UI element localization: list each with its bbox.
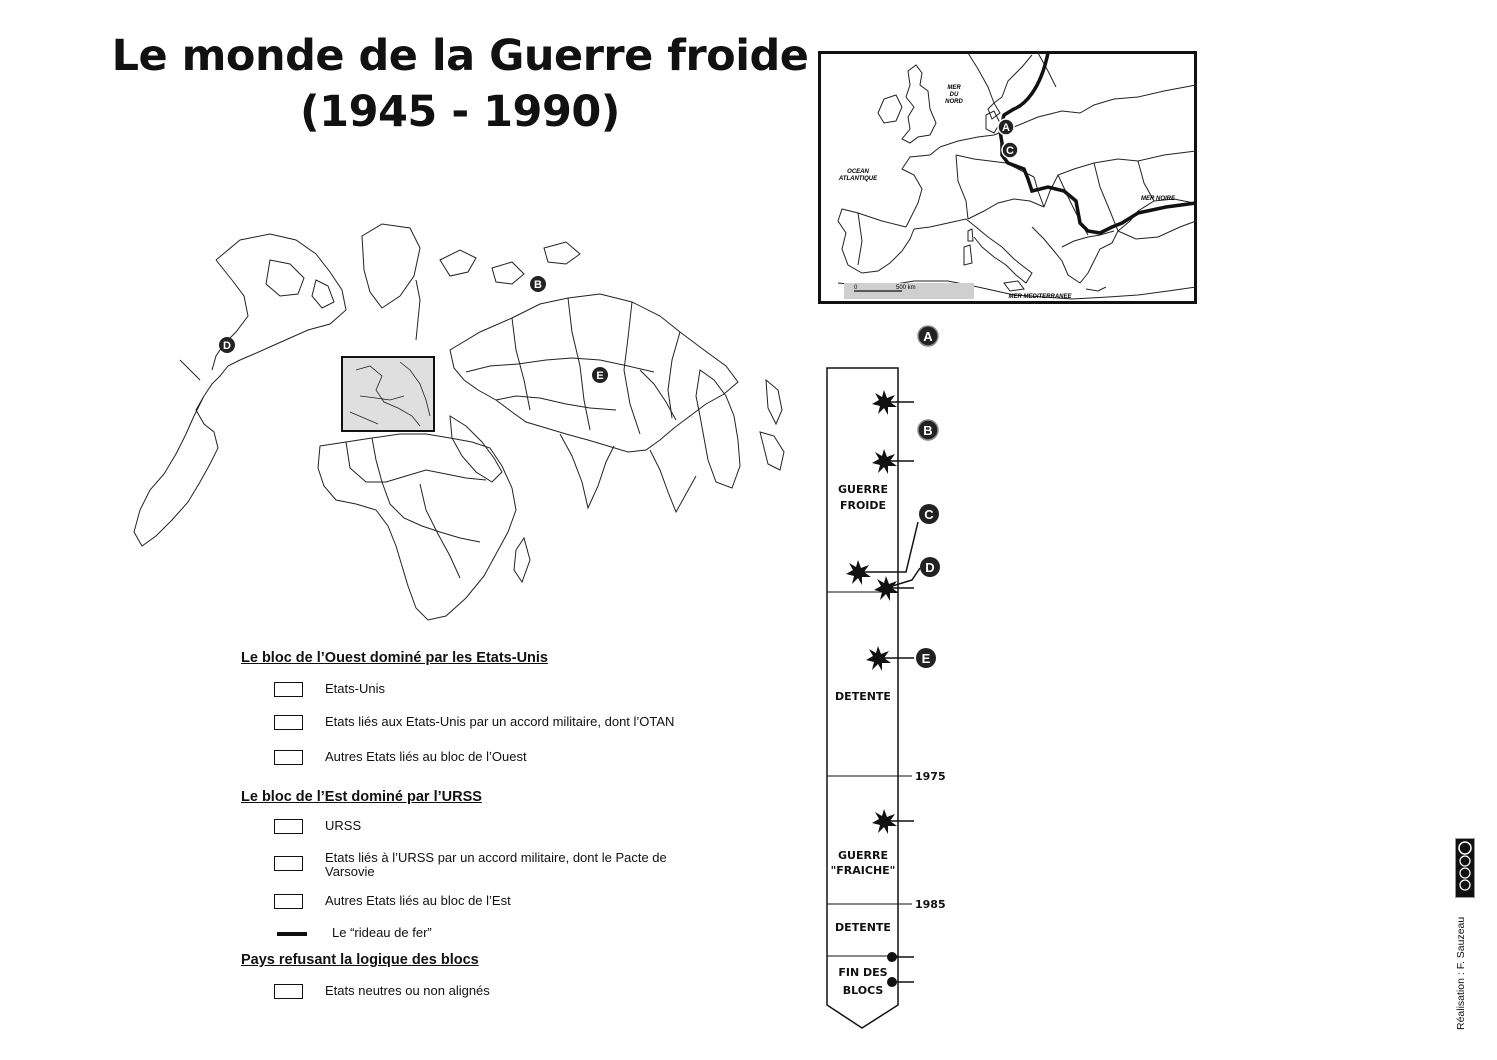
svg-text:B: B [534, 279, 542, 291]
world-marker-d [219, 337, 235, 353]
scale-label: 500 km [896, 285, 916, 291]
legend-item-usa [274, 682, 685, 697]
page-title-line2: (1945 - 1990) [300, 87, 620, 137]
legend-label-iron-curtain: Le “rideau de fer” [332, 925, 432, 940]
legend-swatch-west-other[interactable] [274, 750, 303, 765]
timeline-marker-b [918, 420, 938, 440]
legend-label-otan: Etats liés aux Etats-Unis par un accord militaire, dont l’OTAN [325, 714, 675, 729]
event-dot-1 [887, 952, 897, 962]
timeline-marker-a [918, 326, 938, 346]
svg-text:D: D [925, 560, 935, 575]
period-guerre-froide-line2: FROIDE [839, 499, 887, 512]
legend-swatch-usa[interactable] [274, 682, 303, 697]
mediterranean-label: MER MEDITERRANEE [1008, 294, 1072, 300]
legend-west-heading: Le bloc de l’Ouest dominé par les Etats-Unis [241, 650, 548, 666]
svg-text:D: D [223, 340, 231, 352]
legend-label-varsovie: Etats liés à l’URSS par un accord militaire, dont le Pacte de Varsovie [325, 850, 667, 879]
legend-swatch-urss[interactable] [274, 819, 303, 834]
legend-item-iron-curtain [274, 926, 692, 940]
timeline [800, 320, 980, 1035]
author-credit: Réalisation : F. Sauzeau [1455, 916, 1467, 1030]
madagascar-outline [514, 538, 530, 582]
svg-text:A: A [1002, 122, 1010, 134]
scale-zero: 0 [854, 285, 858, 291]
europe-inset-locator [342, 357, 434, 431]
south-america-outline [134, 396, 218, 546]
period-fin-des-blocs-line2: BLOCS [842, 984, 884, 997]
north-america-coast [204, 234, 346, 396]
legend-item-east-other [274, 894, 685, 909]
atlantic-label-2: ATLANTIQUE [838, 176, 878, 182]
europe-marker-a [998, 119, 1014, 135]
year-label-1975: 1975 [915, 770, 946, 783]
europe-inset-map [818, 51, 1198, 305]
black-sea-label: MER NOIRE [1140, 196, 1176, 202]
africa-outline [318, 434, 516, 620]
page-title-line1: Le monde de la Guerre froide [111, 31, 809, 81]
north-sea-label-1: MER [947, 85, 961, 91]
world-marker-e [592, 367, 608, 383]
svg-text:A: A [923, 329, 933, 344]
timeline-marker-e [916, 648, 936, 668]
legend-label-east-other: Autres Etats liés au bloc de l’Est [325, 893, 511, 908]
period-guerre-fraiche-line1: GUERRE [838, 849, 888, 862]
legend-label-usa: Etats-Unis [325, 681, 385, 696]
svg-text:E: E [596, 370, 604, 382]
period-detente-2: DETENTE [835, 921, 891, 934]
europe-marker-c [1002, 142, 1018, 158]
event-dot-2 [887, 977, 897, 987]
period-guerre-froide-line1: GUERRE [838, 483, 888, 496]
world-marker-b [530, 276, 546, 292]
period-fin-des-blocs-line1: FIN DES [838, 966, 888, 979]
svg-text:C: C [1006, 145, 1014, 157]
svg-text:E: E [921, 651, 931, 666]
legend-item-varsovie [274, 851, 685, 879]
legend-swatch-east-other[interactable] [274, 894, 303, 909]
timeline-marker-c [919, 504, 939, 524]
timeline-marker-d [920, 557, 940, 577]
legend-swatch-iron-curtain [277, 932, 307, 936]
svg-text:B: B [923, 423, 933, 438]
page-title [110, 28, 810, 140]
creative-commons-by-nc-sa-icon [1455, 838, 1475, 898]
japan-outline [766, 380, 782, 424]
greenland-outline [362, 224, 420, 308]
legend-item-west-other [274, 750, 685, 765]
svg-text:C: C [924, 507, 934, 522]
legend-swatch-varsovie[interactable] [274, 856, 303, 871]
legend-label-west-other: Autres Etats liés au bloc de l’Ouest [325, 749, 527, 764]
east-asia-outline [696, 370, 740, 488]
legend-neutral-heading: Pays refusant la logique des blocs [241, 952, 479, 968]
arabia-outline [450, 416, 502, 482]
legend-swatch-neutral[interactable] [274, 984, 303, 999]
legend-item-urss [274, 819, 685, 834]
legend-label-neutral: Etats neutres ou non alignés [325, 983, 490, 998]
period-guerre-fraiche-line2: "FRAICHE" [830, 864, 896, 877]
north-sea-label-2: DU [949, 92, 959, 98]
legend-label-urss: URSS [325, 818, 362, 833]
world-coastlines [134, 224, 784, 620]
legend-east-heading: Le bloc de l’Est dominé par l’URSS [241, 789, 482, 805]
atlantic-label-1: OCEAN [847, 169, 869, 175]
legend-item-neutral [274, 984, 685, 999]
world-map [120, 220, 800, 630]
legend-item-otan [274, 715, 685, 730]
period-detente-1: DETENTE [835, 690, 891, 703]
legend-swatch-otan[interactable] [274, 715, 303, 730]
north-sea-label-3: NORD [945, 99, 963, 105]
year-label-1985: 1985 [915, 898, 946, 911]
